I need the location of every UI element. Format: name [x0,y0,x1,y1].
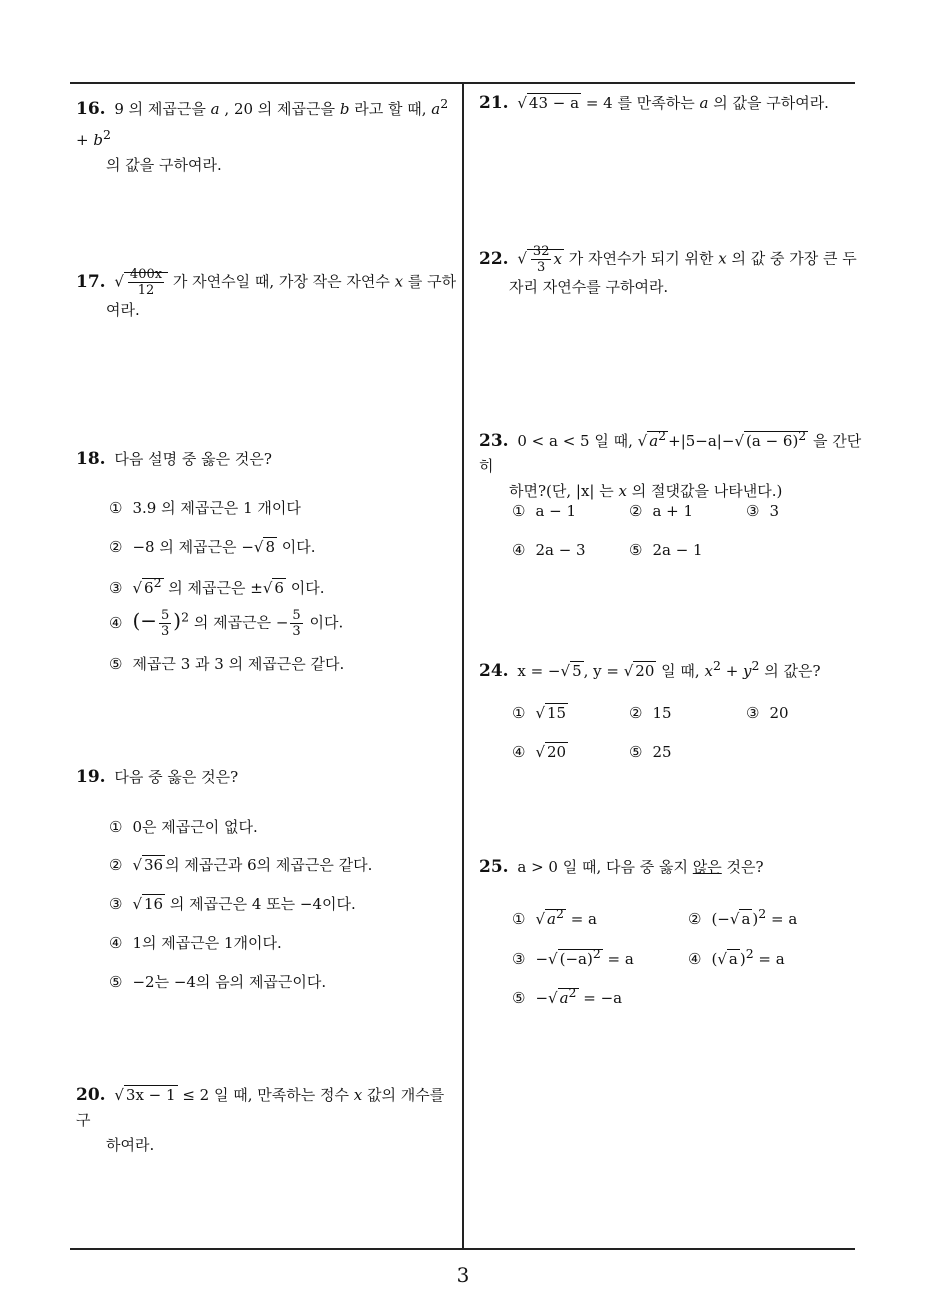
option-1[interactable]: ① √ $a^2 = a$ [512,906,597,928]
question-number: 23. [479,431,509,451]
option-3[interactable]: ③ √ $6^2$ 의 제곱근은 ±√ 6 이다. [109,575,325,597]
page-number: 3 [456,1263,470,1287]
option-3[interactable]: ③ 3 [746,502,779,520]
question-19 [76,765,458,790]
option-5[interactable]: ⑤ 25 [629,743,672,761]
question-number: 20. [76,1085,106,1105]
option-2[interactable]: ② √ 36 의 제곱근과 6의 제곱근은 같다. [109,856,373,874]
column-divider [462,82,464,1249]
question-20: 20. √ 3x − 1 ≤ 2 일 때, 만족하는 정수 x 값의 개수를 구 하여라. [76,1085,445,1154]
radical: √ $\frac{400x}{12}$ [114,267,168,298]
option-3[interactable]: ③ 20 [746,704,789,722]
option-3[interactable]: ③ −√ $(-a)^2 = a$ [512,946,634,968]
option-2[interactable]: ② a + 1 [629,502,694,520]
option-1[interactable]: ① a − 1 [512,502,577,520]
question-22: 22. √ $\frac{32}{3}$ x 가 자연수가 되기 위한 x 의 값 중 가장 큰 두 자리 자연수를 구하여라. [479,244,857,296]
radical: √ $\frac{32}{3}$ x [517,244,562,275]
question-18 [76,447,458,472]
option-4[interactable]: ④ 2a − 3 [512,541,586,559]
bottom-rule [70,1248,855,1250]
option-2[interactable]: ② 15 [629,704,672,722]
question-16: 16. 9 의 제곱근을 a , 20 의 제곱근을 b 라고 할 때, $a^2 + b^2$ 의 값을 구하여라. [76,96,449,174]
option-4[interactable]: ④ (− $\frac{5}{3}$ )$^2$ 의 제곱근은 − $\frac{5}{3}$ 이다. [109,608,344,639]
question-23: 23. 0 < a < 5 일 때, √ $a^2 +|5-a|-√$ $(a - 6)^2$ 을 간단히 하면?(단, |x| 는 x 의 절댓값을 나타낸다.) [479,428,862,500]
question-number: 19. [76,767,106,787]
option-4[interactable]: ④ 1의 제곱근은 1개이다. [109,934,282,952]
question-number: 17. [76,271,106,292]
option-4[interactable]: ④ (√ a )$^2$ = a [688,946,785,968]
option-5[interactable]: ⑤ 2a − 1 [629,541,703,559]
option-5[interactable]: ⑤ −2는 −4의 음의 제곱근이다. [109,973,327,991]
option-4[interactable]: ④ √ 20 [512,743,567,761]
question-number: 25. [479,857,509,877]
option-5[interactable]: ⑤ 제곱근 3 과 3 의 제곱근은 같다. [109,655,345,673]
question-17: 17. √ $\frac{400x}{12}$ 가 자연수일 때, 가장 작은 자연수 x 를 구하 여라. [76,267,457,319]
option-2[interactable]: ② (−√ a )$^2$ = a [688,906,798,928]
option-1[interactable]: ① 0은 제곱근이 없다. [109,818,258,836]
option-1[interactable]: ① √ 15 [512,704,567,722]
question-21: 21. √ 43 − a = 4 를 만족하는 a 의 값을 구하여라. [479,93,829,113]
question-25: 25. a > 0 일 때, 다음 중 옳지 않은 것은? [479,857,764,877]
question-text: 다음 설명 중 옳은 것은? [114,450,272,468]
question-number: 22. [479,248,509,269]
option-3[interactable]: ③ √ 16 의 제곱근은 4 또는 −4이다. [109,895,356,913]
option-1[interactable]: ① 3.9 의 제곱근은 1 개이다 [109,499,301,517]
question-number: 24. [479,661,509,681]
option-5[interactable]: ⑤ −√ $a^2 = -a$ [512,985,623,1007]
question-number: 21. [479,93,509,113]
question-text: 다음 중 옳은 것은? [114,768,239,786]
question-24: 24. x = −√ 5 , y = √ 20 일 때, $x^2 + y^2$ 의 값은? [479,658,821,681]
question-number: 18. [76,449,106,469]
option-2[interactable]: ② −8 의 제곱근은 −√ 8 이다. [109,538,316,556]
question-number: 16. [76,99,106,119]
